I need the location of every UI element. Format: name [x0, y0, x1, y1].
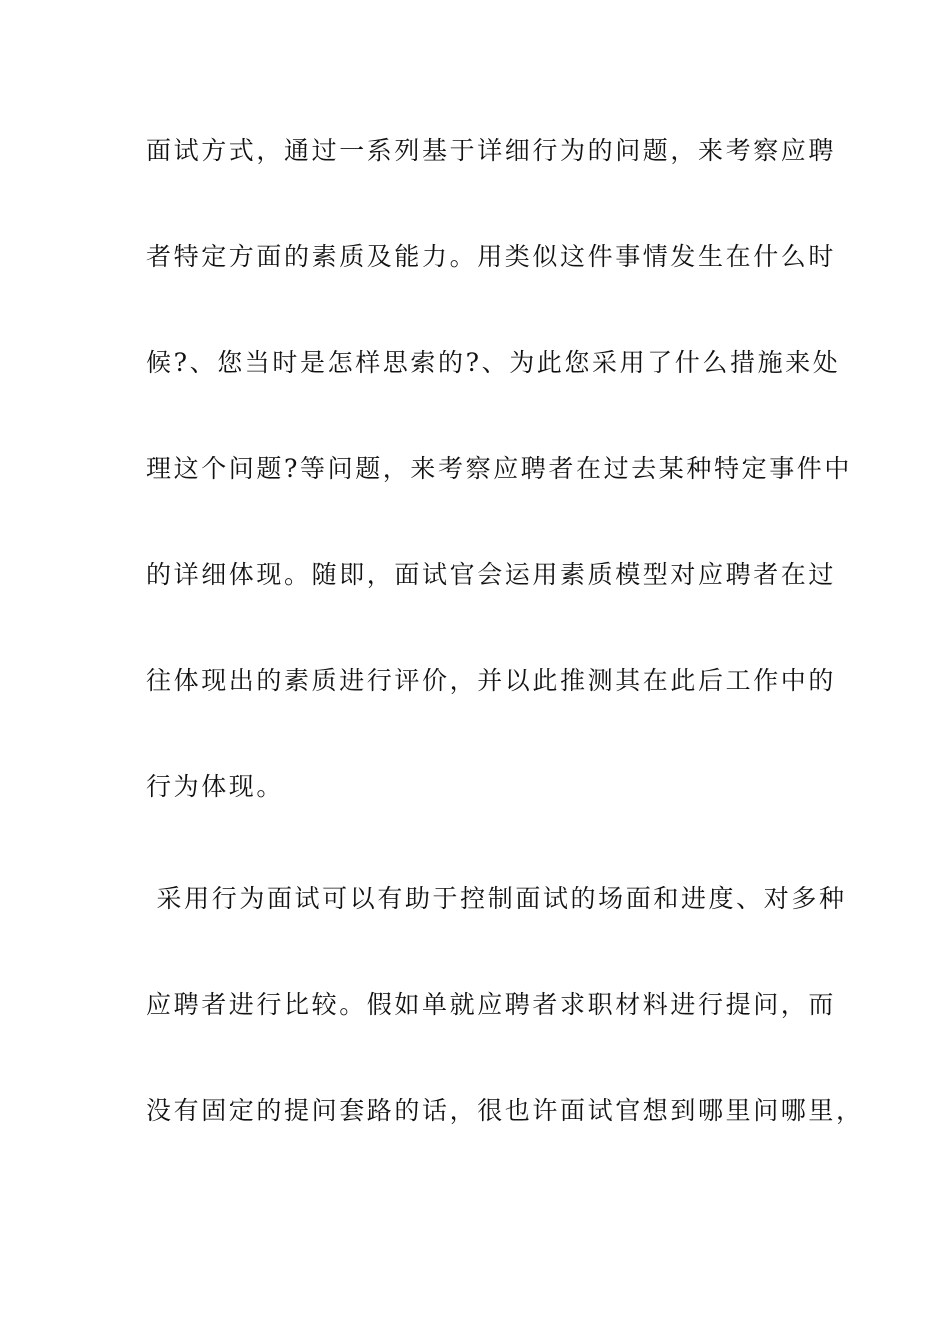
paragraph-1-line-5: 的详细体现。随即，面试官会运用素质模型对应聘者在过	[146, 560, 837, 589]
paragraph-1-line-1: 面试方式，通过一系列基于详细行为的问题，来考察应聘	[146, 136, 837, 165]
paragraph-1-line-6: 往体现出的素质进行评价，并以此推测其在此后工作中的	[146, 666, 837, 695]
paragraph-1-line-3: 候?、您当时是怎样思索的?、为此您采用了什么措施来处	[146, 348, 841, 377]
paragraph-1-line-2: 者特定方面的素质及能力。用类似这件事情发生在什么时	[146, 242, 837, 271]
paragraph-1-line-4: 理这个问题?等问题，来考察应聘者在过去某种特定事件中	[146, 454, 853, 483]
paragraph-2-line-2: 应聘者进行比较。假如单就应聘者求职材料进行提问，而	[146, 990, 837, 1019]
paragraph-2-line-3: 没有固定的提问套路的话，很也许面试官想到哪里问哪里，	[146, 1096, 864, 1125]
paragraph-2-line-1: 采用行为面试可以有助于控制面试的场面和进度、对多种	[146, 884, 847, 913]
paragraph-1-line-7: 行为体现。	[146, 772, 285, 801]
